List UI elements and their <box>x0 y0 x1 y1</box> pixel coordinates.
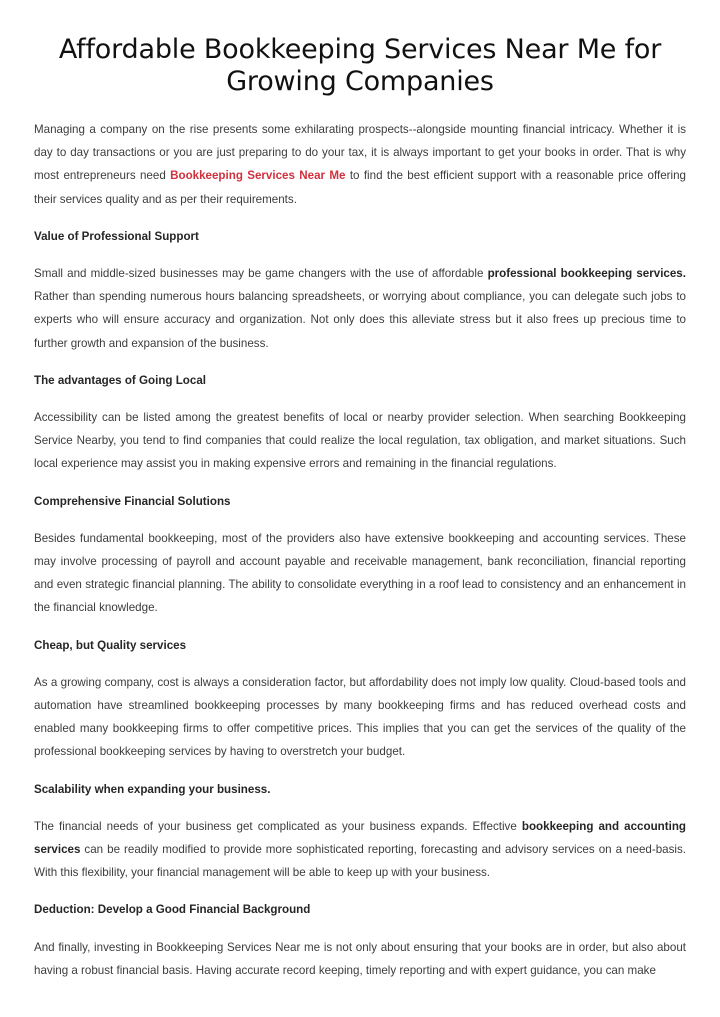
section-paragraph-deduction: And finally, investing in Bookkeeping Services Near me is not only about ensuring that your books are in order, but also about having a robust financial basis. Having accurate record keeping, timely reporting and with expert guidance, you can make <box>34 940 686 977</box>
article-body <box>34 118 686 982</box>
section-paragraph-value <box>34 262 686 355</box>
section-paragraph-local: Accessibility can be listed among the greatest benefits of local or nearby provider selection. When searching Bookkeeping Service Nearby, you tend to find companies that could realize the local regulation, tax obligation, and market situations. Such local experience may assist you in making expensive errors and remaining in the financial regulations. <box>34 411 686 471</box>
intro-paragraph <box>34 118 686 211</box>
value-bold-phrase: professional bookkeeping services. <box>487 267 686 281</box>
value-text-after-bold: Rather than spending numerous hours balancing spreadsheets, or worrying about compliance, you can delegate such jobs to experts who will ensure accuracy and organization. Not only does this alleviate stress but it also frees up precious time to further growth and expansion of the business. <box>34 290 686 350</box>
bookkeeping-services-link[interactable]: Bookkeeping Services Near Me <box>170 169 346 183</box>
section-paragraph-comprehensive: Besides fundamental bookkeeping, most of the providers also have extensive bookkeeping and accounting services. These may involve processing of payroll and account payable and receivable management, bank reconciliation, financial reporting and even strategic financial planning. The ability to consolidate everything in a roof lead to consistency and an enhancement in the financial knowledge. <box>34 531 686 615</box>
section-heading-comprehensive: Comprehensive Financial Solutions <box>34 494 231 508</box>
page-title <box>34 34 686 98</box>
intro-text-after-link: to find the best efficient support with a reasonable price offering their services quality and as per their requirements. <box>34 169 686 206</box>
scalability-bold-phrase: bookkeeping and accounting services <box>34 819 686 857</box>
section-paragraph-scalability <box>34 815 686 885</box>
section-heading-deduction: Deduction: Develop a Good Financial Background <box>34 903 311 917</box>
value-text-before-bold: Small and middle-sized businesses may be game changers with the use of affordable <box>34 267 488 281</box>
section-heading-value: Value of Professional Support <box>34 229 199 243</box>
scalability-text-before-bold: The financial needs of your business get complicated as your business expands. Effective <box>34 819 522 833</box>
section-heading-cheap: Cheap, but Quality services <box>34 638 187 652</box>
scalability-text-after-bold: can be readily modified to provide more sophisticated reporting, forecasting and advisory services on a need-basis. With this flexibility, your financial management will be able to keep up with your business. <box>34 843 686 880</box>
page-title-line-2: Growing Companies <box>226 66 494 97</box>
section-paragraph-cheap: As a growing company, cost is always a consideration factor, but affordability does not imply low quality. Cloud-based tools and automation have streamlined bookkeeping processes by many bookkeeping firms and has reduced overhead costs and enabled many bookkeeping firms to offer competitive prices. This implies that you can get the services of the quality of the professional bookkeeping services by having to overstretch your budget. <box>34 675 686 759</box>
section-heading-scalability: Scalability when expanding your business. <box>34 782 271 796</box>
section-heading-local: The advantages of Going Local <box>34 373 206 387</box>
intro-text-before-link: Managing a company on the rise presents some exhilarating prospects--alongside mounting financial intricacy. Whether it is day to day transactions or you are just preparing to do your tax, it is always important to get your books in order. That is why most entrepreneurs need <box>34 123 686 183</box>
page-title-line-1: Affordable Bookkeeping Services Near Me for <box>58 34 662 65</box>
